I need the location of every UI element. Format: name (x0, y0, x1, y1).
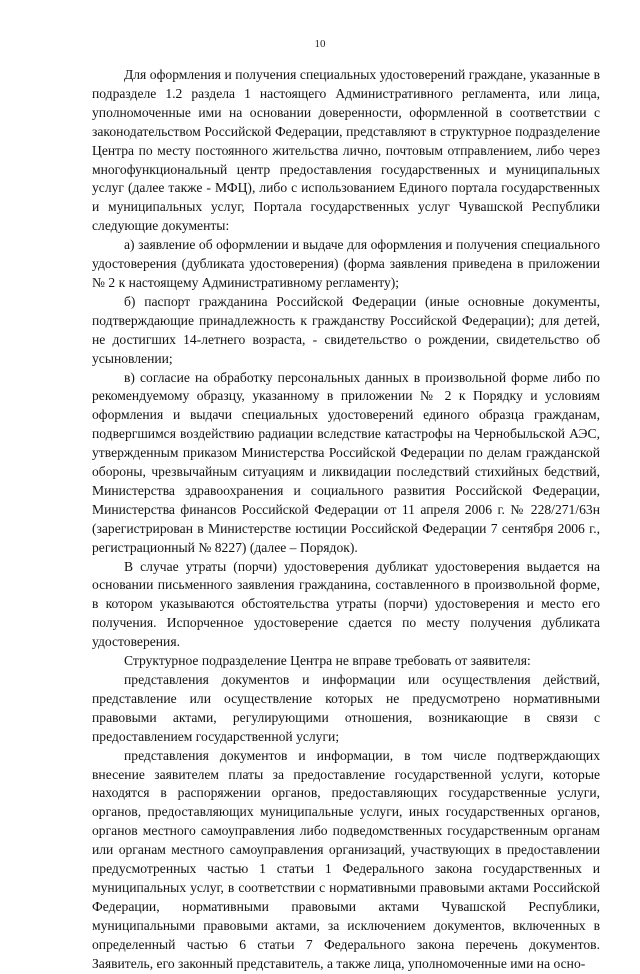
paragraph-item-a: а) заявление об оформлении и выдаче для оформления и получения специального удостоверения (дубликата удостоверения) (форма заявления приведена в приложении № 2 к настоящему Административному регламенту); (92, 237, 600, 290)
paragraph-documents-intro: Для оформления и получения специальных удостоверений граждане, указанные в подразделе 1.2 раздела 1 настоящего Административного регламента, или лица, уполномоченные ими на основании доверенности, оформленной в соответствии с законодательством Российской Федерации, представляют в структурное подразделение Центра по месту постоянного жительства лично, почтовым отправлением, либо через многофункциональный центр предоставления государственных и муниципальных услуг (далее также - МФЦ), либо с использованием Единого портала государственных и муниципальных услуг, Портала государственных услуг Чувашской Республики следующие документы: (92, 67, 600, 234)
paragraph-not-entitled: Структурное подразделение Центра не вправе требовать от заявителя: (124, 653, 531, 669)
document-body (92, 66, 600, 974)
paragraph-requirement-1: представления документов и информации или осуществления действий, представление или осуществление которых не предусмотрено нормативными правовыми актами, регулирующими отношения, возникающие в связи с предоставлением государственной услуги; (92, 672, 600, 744)
paragraph-item-v: в) согласие на обработку персональных данных в произвольной форме либо по рекомендуемому образцу, указанному в приложении № 2 к Порядку и условиям оформления и выдачи специальных удостоверений единого образца гражданам, подвергшимся воздействию радиации вследствие катастрофы на Чернобыльской АЭС, утвержденным приказом Министерства Российской Федерации по делам гражданской обороны, чрезвычайным ситуациям и ликвидации последствий стихийных бедствий, Министерства здравоохранения и социального развития Российской Федерации, Министерства финансов Российской Федерации от 11 апреля 2006 г. № 228/271/63н (зарегистрирован в Министерстве юстиции Российской Федерации 7 сентября 2006 г., регистрационный № 8227) (далее – Порядок). (92, 369, 600, 555)
paragraph-duplicate: В случае утраты (порчи) удостоверения дубликат удостоверения выдается на основании письменного заявления гражданина, составленного в произвольной форме, в котором указываются обстоятельства утраты (порчи) удостоверения и место его получения. Испорченное удостоверение сдается по месту получения дубликата удостоверения. (92, 558, 600, 650)
paragraph-requirement-2: представления документов и информации, в том числе подтверждающих внесение заявителем платы за предоставление государственной услуги, которые находятся в распоряжении органов, предоставляющих государственные услуги, органов, предоставляющих муниципальные услуги, иных государственных органов, органов местного самоуправления либо подведомственных государственным органам или органам местного самоуправления организаций, участвующих в предоставлении предусмотренных частью 1 статьи 1 Федерального закона государственных и муниципальных услуг, в соответствии с нормативными правовыми актами Российской Федерации, нормативными правовыми актами Чувашской Республики, муниципальными правовыми актами, за исключением документов, включенных в определенный частью 6 статьи 7 Федерального закона перечень документов. Заявитель, его законный представитель, а также лица, уполномоченные ими на осно- (92, 747, 600, 971)
paragraph-item-b: б) паспорт гражданина Российской Федерации (иные основные документы, подтверждающие принадлежность к гражданству Российской Федерации); для детей, не достигших 14-летнего возраста, - свидетельство о рождении, свидетельство об усыновлении; (92, 293, 600, 366)
page-number: 10 (314, 38, 326, 50)
